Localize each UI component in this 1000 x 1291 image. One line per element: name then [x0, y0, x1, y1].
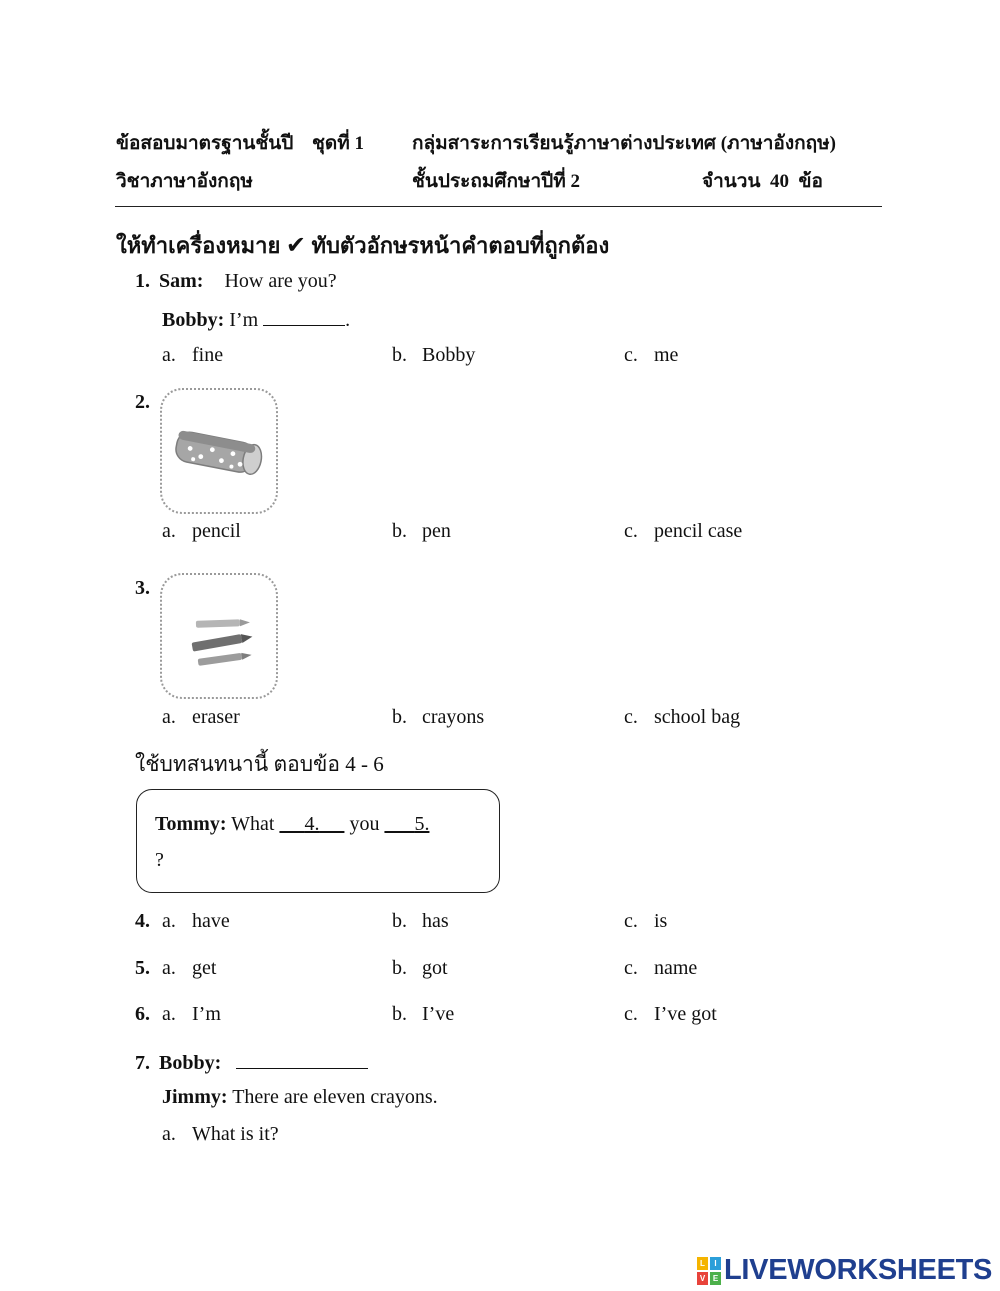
question-1-line-2: [162, 307, 350, 332]
option-letter: c.: [624, 706, 638, 728]
option-letter: b.: [392, 344, 407, 366]
option-letter: a.: [162, 910, 176, 932]
question-number: 1.: [135, 270, 150, 292]
option-text: got: [422, 957, 448, 979]
grade-level: ชั้นประถมศึกษาปีที่ 2: [412, 171, 580, 192]
question-count: [702, 166, 823, 196]
option-text: I’m: [192, 1003, 221, 1025]
option-letter: a.: [162, 1123, 176, 1145]
option-text: eraser: [192, 706, 240, 728]
logo-letter: V: [697, 1272, 708, 1285]
option-1b[interactable]: [392, 344, 475, 367]
option-2c[interactable]: [624, 520, 742, 543]
passage-word: you: [349, 813, 380, 835]
logo-text: LIVEWORKSHEETS: [724, 1254, 993, 1286]
liveworksheets-logo[interactable]: [697, 1254, 992, 1287]
option-text: crayons: [422, 706, 485, 728]
subject-name: วิชาภาษาอังกฤษ: [116, 171, 253, 192]
question-number: 7.: [135, 1052, 150, 1074]
question-7-line-1: [135, 1050, 368, 1075]
answer-blank[interactable]: [263, 307, 345, 326]
question-1-line-1: [135, 270, 337, 293]
speaker: Jimmy:: [162, 1086, 228, 1108]
option-letter: c.: [624, 520, 638, 542]
option-5a[interactable]: [162, 957, 216, 980]
option-4a[interactable]: [162, 910, 230, 933]
option-text: I’ve got: [654, 1003, 717, 1025]
question-4-number: 4.: [135, 910, 150, 932]
question-7-line-2: [162, 1086, 438, 1109]
set-label: ชุดที่ 1: [312, 133, 365, 154]
crayons-icon: [160, 573, 278, 699]
count-unit: ข้อ: [798, 171, 823, 192]
dialog-end: .: [345, 309, 351, 331]
option-letter: a.: [162, 1003, 176, 1025]
instruction-text-after: ทับตัวอักษรหน้าคำตอบที่ถูกต้อง: [311, 233, 610, 258]
option-letter: a.: [162, 706, 176, 728]
option-letter: b.: [392, 1003, 407, 1025]
option-letter: c.: [624, 910, 638, 932]
option-3b[interactable]: [392, 706, 484, 729]
dialog-line: There are eleven crayons.: [232, 1086, 438, 1108]
logo-mark-icon: [697, 1257, 721, 1285]
count-label: จำนวน: [702, 171, 761, 192]
header-divider: [115, 206, 882, 207]
option-text: pencil case: [654, 520, 743, 542]
option-letter: b.: [392, 910, 407, 932]
option-letter: b.: [392, 706, 407, 728]
dialog-line: How are you?: [224, 270, 337, 292]
passage-line: [155, 813, 429, 836]
option-5c[interactable]: [624, 957, 697, 980]
speaker: Bobby:: [162, 309, 225, 331]
question-6-number: 6.: [135, 1003, 150, 1025]
option-text: fine: [192, 344, 224, 366]
option-letter: b.: [392, 957, 407, 979]
option-1c[interactable]: [624, 344, 678, 367]
blank-4: [279, 813, 344, 835]
option-text: pen: [422, 520, 451, 542]
exam-title: ข้อสอบมาตรฐานชั้นปี: [116, 133, 294, 154]
option-1a[interactable]: [162, 344, 223, 367]
logo-letter: I: [710, 1257, 721, 1270]
instruction: [116, 228, 609, 263]
speaker: Tommy:: [155, 813, 227, 835]
option-2b[interactable]: [392, 520, 451, 543]
passage-end: ?: [155, 849, 164, 871]
option-letter: a.: [162, 520, 176, 542]
answer-blank[interactable]: [236, 1050, 368, 1069]
option-text: is: [654, 910, 668, 932]
option-6c[interactable]: [624, 1003, 717, 1026]
question-5-number: 5.: [135, 957, 150, 979]
pencil-case-icon: [160, 388, 278, 514]
passage-intro: ใช้บทสนทนานี้ ตอบข้อ 4 - 6: [135, 752, 384, 776]
option-letter: c.: [624, 1003, 638, 1025]
option-2a[interactable]: [162, 520, 241, 543]
dialog-box: [136, 789, 500, 893]
option-6b[interactable]: [392, 1003, 454, 1026]
question-2-number: 2.: [135, 391, 150, 413]
option-6a[interactable]: [162, 1003, 221, 1026]
logo-letter: E: [710, 1272, 721, 1285]
option-5b[interactable]: [392, 957, 448, 980]
checkmark-icon: ✔: [285, 231, 306, 259]
logo-letter: L: [697, 1257, 708, 1270]
dialog-line: I’m: [229, 309, 259, 331]
blank-4-label: 4.: [304, 813, 320, 835]
option-text: get: [192, 957, 217, 979]
instruction-text-before: ให้ทำเครื่องหมาย: [116, 233, 281, 258]
passage-word: What: [231, 813, 275, 835]
option-text: me: [654, 344, 679, 366]
option-3c[interactable]: [624, 706, 740, 729]
speaker: Sam:: [159, 270, 204, 292]
option-letter: b.: [392, 520, 407, 542]
question-3-number: 3.: [135, 577, 150, 599]
option-text: school bag: [654, 706, 741, 728]
option-letter: a.: [162, 344, 176, 366]
option-4c[interactable]: [624, 910, 667, 933]
option-text: I’ve: [422, 1003, 455, 1025]
option-letter: c.: [624, 344, 638, 366]
subject-group: กลุ่มสาระการเรียนรู้ภาษาต่างประเทศ (ภาษาอังกฤษ): [412, 133, 836, 154]
blank-5: [384, 813, 429, 835]
blank-5-label: 5.: [414, 813, 430, 835]
option-text: name: [654, 957, 698, 979]
option-text: pencil: [192, 520, 241, 542]
option-3a[interactable]: [162, 706, 240, 729]
option-text: have: [192, 910, 230, 932]
option-text: What is it?: [192, 1123, 279, 1145]
option-text: Bobby: [422, 344, 476, 366]
count-value: 40: [769, 171, 789, 192]
speaker: Bobby:: [159, 1052, 222, 1074]
option-7a[interactable]: [162, 1123, 279, 1146]
option-text: has: [422, 910, 449, 932]
option-4b[interactable]: [392, 910, 449, 933]
option-letter: c.: [624, 957, 638, 979]
option-letter: a.: [162, 957, 176, 979]
